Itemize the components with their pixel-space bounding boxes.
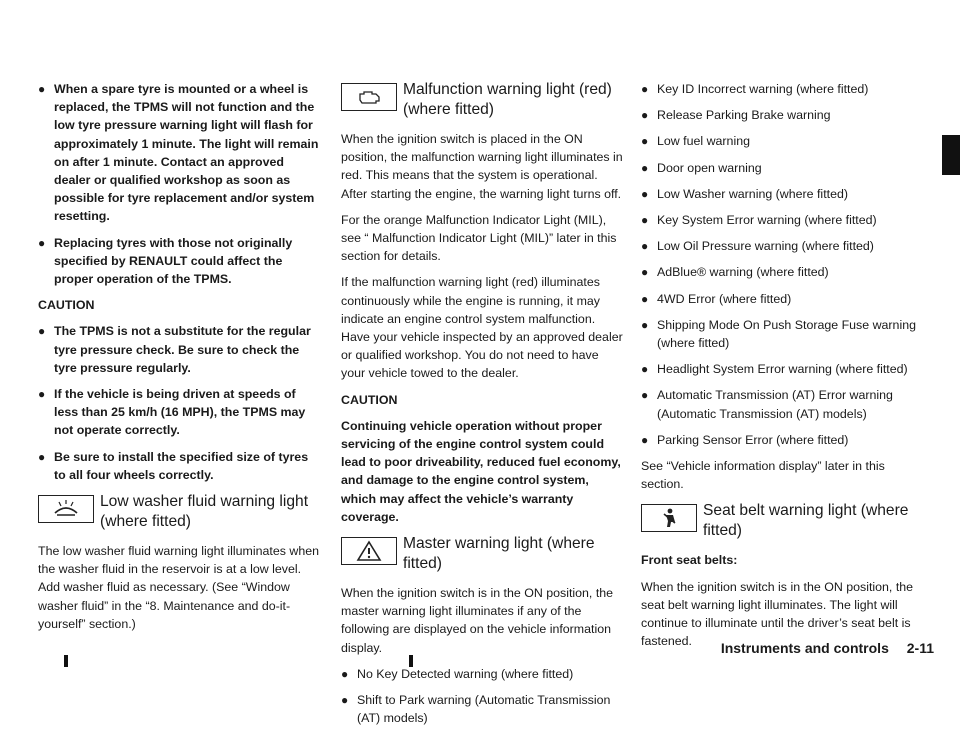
bullet-icon: ●	[641, 388, 649, 403]
see-reference-text: See “Vehicle information display” later in this section.	[641, 459, 885, 492]
list-item: ● Key System Error warning (where fitted)	[641, 211, 924, 229]
list-item: ● 4WD Error (where fitted)	[641, 290, 924, 308]
list-item: ● Automatic Transmission (AT) Error warning (Automatic Transmission (AT) models)	[641, 388, 893, 421]
bullet-icon: ●	[641, 213, 649, 228]
list-item: ● Be sure to install the specified size of tyres to all four wheels correctly.	[38, 449, 309, 482]
list-item: ● Parking Sensor Error (where fitted)	[641, 431, 924, 449]
list-item: ● AdBlue® warning (where fitted)	[641, 263, 924, 281]
caution-heading: CAUTION	[341, 392, 398, 407]
master-warning-title: Master warning light (where fitted)	[403, 535, 595, 573]
seatbelt-warning-heading	[641, 501, 924, 541]
list-item: ● If the vehicle is being driven at speeds of less than 25 km/h (16 MPH), the TPMS may not operate correctly.	[38, 387, 306, 438]
list-item: ● No Key Detected warning (where fitted)	[341, 665, 624, 683]
list-item: ● Release Parking Brake warning	[641, 106, 924, 124]
list-item: ● Replacing tyres with those not originally specified by RENAULT could affect the proper operation of the TPMS.	[38, 235, 293, 287]
bullet-icon: ●	[641, 134, 649, 149]
list-item: ● Headlight System Error warning (where fitted)	[641, 360, 924, 378]
bullet-icon: ●	[641, 82, 649, 96]
master-warning-text: When the ignition switch is in the ON position, the master warning light illuminates if any of the following are displayed on the vehicle information display.	[341, 586, 614, 655]
list-item: ● Key ID Incorrect warning (where fitted)	[641, 80, 924, 98]
section-tab-marker	[942, 135, 960, 175]
list-item: ● Shift to Park warning (Automatic Transmission (AT) models)	[341, 693, 611, 726]
page-number: 2-11	[906, 640, 934, 656]
bullet-icon: ●	[641, 291, 649, 306]
bullet-icon: ●	[38, 449, 46, 464]
engine-malfunction-icon	[341, 83, 397, 111]
washer-fluid-icon	[38, 495, 94, 523]
page-footer	[721, 640, 934, 656]
crop-mark	[64, 655, 68, 667]
caution-heading: CAUTION	[38, 298, 95, 313]
list-item: ● Low Washer warning (where fitted)	[641, 185, 924, 203]
footer-section-title: Instruments and controls	[720, 640, 889, 656]
front-seatbelts-subhead: Front seat belts:	[641, 553, 738, 568]
seatbelt-warning-text: When the ignition switch is in the ON position, the seat belt warning light illuminates. The light will continue to illuminate until the driver’s seat belt is fastened.	[641, 579, 914, 649]
bullet-icon: ●	[641, 362, 649, 377]
list-item: ● When a spare tyre is mounted or a wheel is replaced, the TPMS will not function and the low tyre pressure warning light will flash for approximately 1 minute. The light will remain on after 1 minute. Contact an approved dealer or qualified workshop as soon as possible for tyre replacement and/or system resetting.	[38, 82, 319, 224]
seatbelt-warning-title: Seat belt warning light (where fitted)	[703, 502, 909, 540]
bullet-icon: ●	[341, 693, 349, 708]
washer-warning-title: Low washer fluid warning light (where fitted)	[100, 493, 309, 531]
bullet-icon: ●	[641, 160, 649, 175]
washer-warning-text: The low washer fluid warning light illuminates when the washer fluid in the reservoir is at a low level. Add washer fluid as necessary. (See “Window washer fluid” in the “8. Maintenance and do-it-yourself” section.)	[38, 544, 319, 631]
bullet-icon: ●	[341, 666, 349, 681]
list-item: ● The TPMS is not a substitute for the regular tyre pressure check. Be sure to check the tyre pressure regularly.	[38, 324, 311, 375]
bullet-icon: ●	[38, 235, 46, 250]
bullet-icon: ●	[641, 186, 649, 201]
column-3	[641, 80, 924, 658]
list-item: ● Door open warning	[641, 159, 924, 177]
seat-belt-icon	[641, 504, 697, 532]
washer-warning-heading	[38, 492, 321, 532]
paragraph: When the ignition switch is placed in the ON position, the malfunction warning light illuminates in red. This means that the system is operational. After starting the engine, the warning light turns off.	[341, 132, 623, 201]
list-item: ● Low fuel warning	[641, 132, 924, 150]
paragraph: If the malfunction warning light (red) illuminates continuously while the engine is running, it may indicate an engine control system malfunction. Have your vehicle inspected by an approved dealer or qualified workshop. You do not need to have your vehicle towed to the dealer.	[341, 275, 623, 381]
bullet-icon: ●	[641, 108, 649, 123]
bullet-icon: ●	[38, 324, 46, 339]
crop-mark	[409, 655, 413, 667]
caution-text: Continuing vehicle operation without proper servicing of the engine control system could lead to poor driveability, reduced fuel economy, and damage to the engine control system, which may affect the vehicle’s warranty coverage.	[341, 418, 621, 524]
list-item: ● Low Oil Pressure warning (where fitted)	[641, 237, 924, 255]
warning-triangle-icon	[341, 537, 397, 565]
list-item: ● Shipping Mode On Push Storage Fuse warning (where fitted)	[641, 317, 916, 351]
bullet-icon: ●	[641, 432, 649, 447]
bullet-icon: ●	[641, 239, 649, 254]
bullet-icon: ●	[641, 265, 649, 280]
paragraph: For the orange Malfunction Indicator Light (MIL), see “ Malfunction Indicator Light (MIL)” later in this section for details.	[341, 212, 617, 264]
column-2	[341, 80, 624, 735]
master-warning-heading	[341, 534, 624, 574]
malfunction-warning-title: Malfunction warning light (red) (where fitted)	[403, 81, 612, 118]
malfunction-warning-heading	[341, 80, 624, 120]
bullet-icon: ●	[641, 317, 649, 332]
column-1	[38, 80, 321, 641]
bullet-icon: ●	[38, 387, 46, 402]
bullet-icon: ●	[38, 82, 46, 96]
